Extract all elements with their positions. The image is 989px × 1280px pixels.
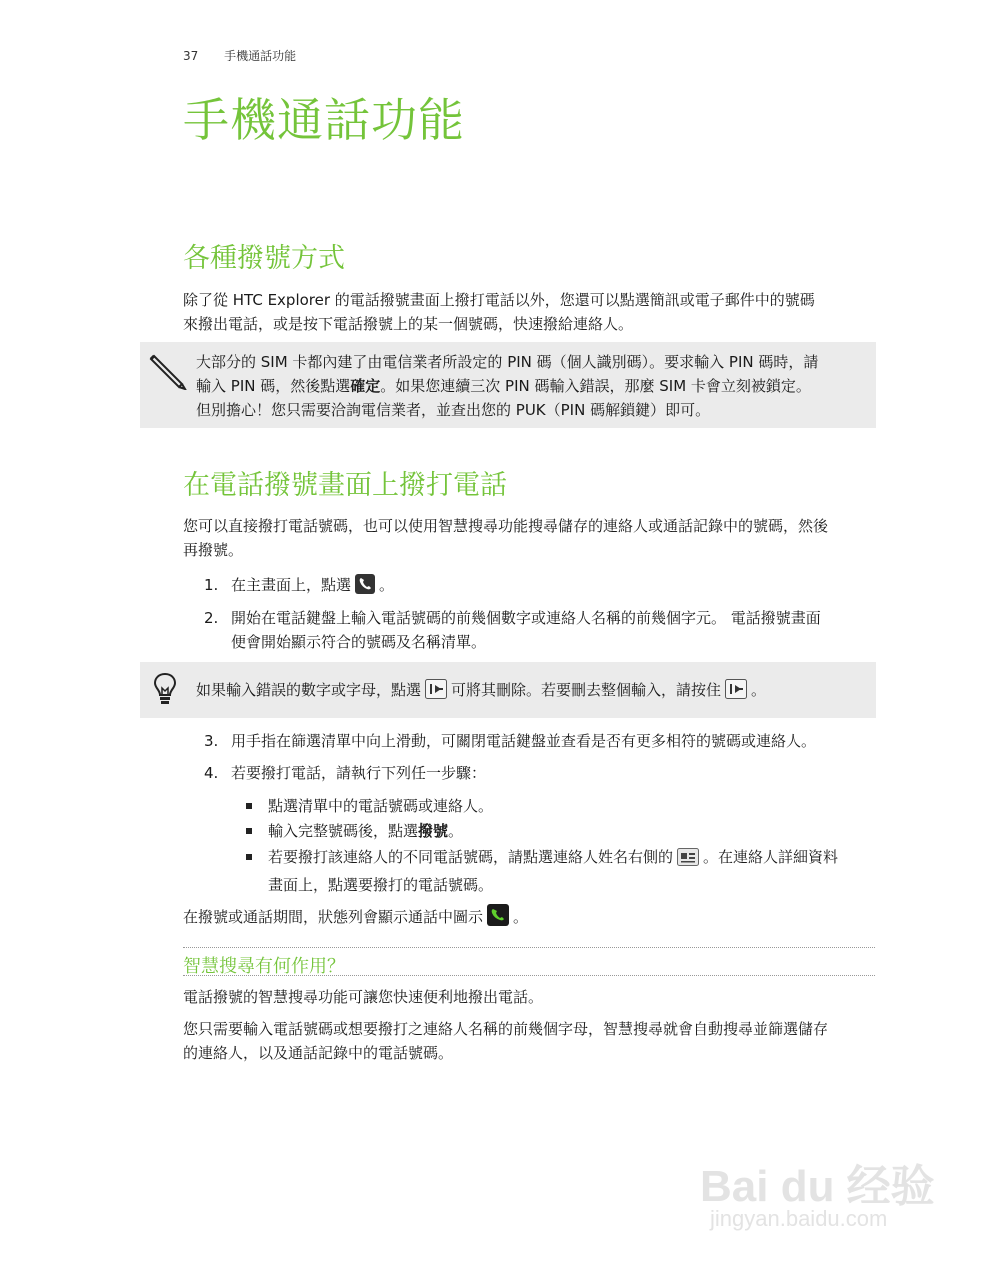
baidu-watermark-logo: Bai du 经验 — [700, 1162, 935, 1211]
backspace-icon — [425, 679, 447, 706]
step-text: 若要撥打電話，請執行下列任一步驟： — [231, 764, 487, 782]
step-number: 2. — [204, 609, 219, 627]
para-line: 您只需要輸入電話號碼或想要撥打之連絡人名稱的前幾個字母，智慧搜尋就會自動搜尋並篩選儲存 — [183, 1020, 829, 1038]
step-text: 用手指在篩選清單中向上滑動，可關閉電話鍵盤並查看是否有更多相符的號碼或連絡人。 — [231, 732, 817, 750]
intro-line: 來撥出電話，或是按下電話撥號上的某一個號碼，快速撥給連絡人。 — [183, 315, 634, 333]
section3-para1: 電話撥號的智慧搜尋功能可讓您快速便利地撥出電話。 — [183, 988, 544, 1006]
bullet-text: 畫面上，點選要撥打的電話號碼。 — [268, 876, 494, 894]
step-number: 1. — [204, 576, 219, 594]
tip-text-part: 可將其刪除。若要刪去整個輸入，請按住 — [451, 681, 722, 699]
status-paragraph — [183, 904, 875, 933]
note-line: 大部分的 SIM 卡都內建了由電信業者所設定的 PIN 碼（個人識別碼）。要求輸入 PIN 碼時，請 — [196, 353, 819, 371]
bullet-text: 。在連絡人詳細資料 — [703, 848, 839, 866]
list-item — [246, 845, 876, 897]
section-heading-dialing-methods: 各種撥號方式 — [183, 243, 345, 274]
subheading-smart-dial: 智慧搜尋有何作用？ — [183, 956, 345, 977]
call-in-progress-icon — [487, 904, 509, 933]
step-text: 開始在電話鍵盤上輸入電話號碼的前幾個數字或連絡人名稱的前幾個字元。 電話撥號畫面 — [231, 609, 821, 627]
step-1 — [204, 573, 874, 601]
lightbulb-icon — [152, 672, 178, 710]
step-number: 4. — [204, 764, 219, 782]
list-item — [246, 819, 876, 843]
bullet-mark — [246, 854, 252, 860]
ok-label: 確定 — [350, 377, 381, 395]
divider — [183, 975, 875, 976]
note-text-part: 輸入 PIN 碼，然後點選 — [196, 377, 351, 395]
page-number: 37 — [183, 49, 199, 63]
pencil-icon — [148, 348, 188, 394]
step-text: 便會開始顯示符合的號碼及名稱清單。 — [231, 633, 487, 651]
step-text: 在主畫面上，點選 — [231, 576, 352, 594]
note-line: 但別擔心！您只需要洽詢電信業者，並查出您的 PUK（PIN 碼解鎖鍵）即可。 — [196, 401, 711, 419]
page-title: 手機通話功能 — [183, 93, 465, 147]
contact-card-icon — [677, 848, 699, 873]
note-box — [140, 342, 876, 428]
step-3 — [204, 729, 874, 753]
baidu-watermark-url: jingyan.baidu.com — [710, 1206, 888, 1231]
divider — [183, 947, 875, 948]
tip-text-part: 如果輸入錯誤的數字或字母，點選 — [196, 681, 422, 699]
bullet-mark — [246, 803, 252, 809]
tip-text-part: 。 — [751, 681, 767, 699]
backspace-icon — [725, 679, 747, 706]
note-line — [196, 374, 868, 398]
section1-intro — [183, 288, 875, 336]
running-header — [183, 47, 296, 64]
list-item — [246, 794, 876, 818]
intro-line: 您可以直接撥打電話號碼，也可以使用智慧搜尋功能搜尋儲存的連絡人或通話記錄中的號碼，然後 — [183, 517, 829, 535]
step-4 — [204, 761, 874, 785]
step-text: 。 — [379, 576, 395, 594]
step-number: 3. — [204, 732, 219, 750]
bullet-text: 點選清單中的電話號碼或連絡人。 — [268, 797, 494, 815]
para-line: 的連絡人，以及通話記錄中的電話號碼。 — [183, 1044, 454, 1062]
tip-box — [140, 662, 876, 718]
status-text: 在撥號或通話期間，狀態列會顯示通話中圖示 — [183, 908, 484, 926]
dial-label: 撥號 — [418, 822, 449, 840]
note-text — [196, 350, 868, 422]
section3-para2 — [183, 1017, 875, 1065]
chapter-name: 手機通話功能 — [224, 49, 297, 63]
bullet-text: 輸入完整號碼後，點選 — [268, 822, 419, 840]
note-text-part: 。如果您連續三次 PIN 碼輸入錯誤，那麼 SIM 卡會立刻被鎖定。 — [380, 377, 811, 395]
bullet-mark — [246, 828, 252, 834]
section-heading-phone-dialer: 在電話撥號畫面上撥打電話 — [183, 470, 507, 501]
section2-intro — [183, 514, 875, 562]
step-2 — [204, 606, 874, 654]
intro-line: 除了從 HTC Explorer 的電話撥號畫面上撥打電話以外，您還可以點選簡訊或電子郵件中的號碼 — [183, 291, 815, 309]
status-text: 。 — [513, 908, 529, 926]
bullet-text: 若要撥打該連絡人的不同電話號碼，請點選連絡人姓名右側的 — [268, 848, 674, 866]
phone-app-icon — [355, 574, 375, 601]
tip-text — [196, 678, 868, 706]
intro-line: 再撥號。 — [183, 541, 244, 559]
bullet-text: 。 — [448, 822, 464, 840]
